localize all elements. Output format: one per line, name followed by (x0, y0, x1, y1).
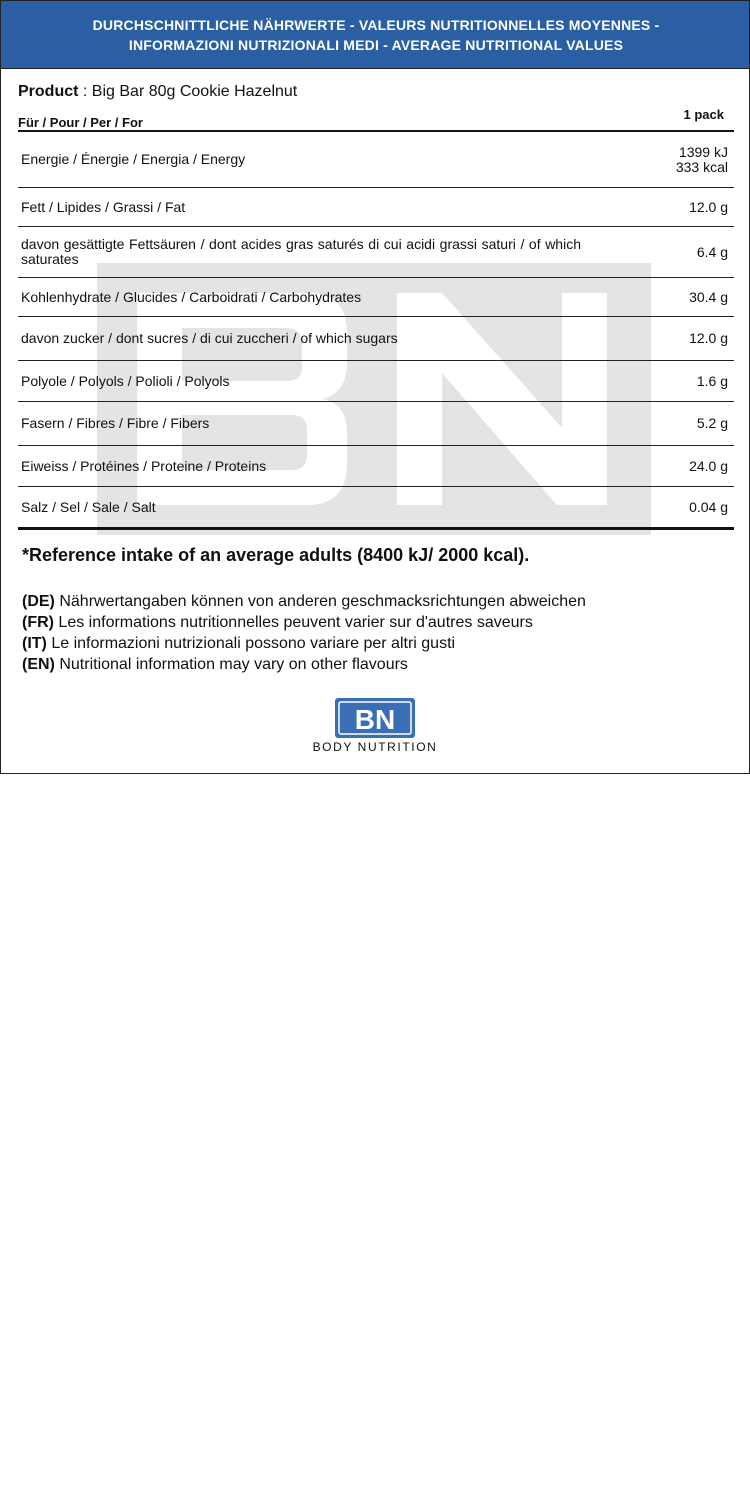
nutrition-row-salt (18, 487, 734, 530)
nutrition-row-polyols (18, 361, 734, 402)
bn-logo-letters: BN (354, 704, 396, 735)
note-text: Le informazioni nutrizionali possono variare per altri gusti (46, 635, 456, 652)
note-fr (22, 612, 586, 633)
per-label: Für / Pour / Per / For (18, 115, 143, 130)
note-code: (IT) (22, 635, 47, 652)
row-label: Fett / Lipides / Grassi / Fat (21, 198, 186, 215)
row-value: 0.04 g (689, 498, 728, 515)
row-label: Energie / Énergie / Energia / Energy (21, 151, 246, 167)
pack-label: 1 pack (683, 107, 724, 122)
row-value: 24.0 g (689, 457, 728, 474)
energy-kcal: 333 kcal (675, 158, 728, 175)
row-value: 12.0 g (689, 330, 728, 346)
brand-name: BODY NUTRITION (312, 740, 438, 754)
bn-logo-mark (335, 698, 415, 738)
nutrition-table (18, 132, 734, 530)
row-label: davon gesättigte Fettsäuren / dont acides gras saturés di cui acidi grassi saturi / of which saturates (21, 236, 581, 267)
note-text: Nährwertangaben können von anderen geschmacksrichtungen abweichen (54, 593, 586, 610)
product-name: Big Bar 80g Cookie Hazelnut (91, 83, 298, 100)
row-label: Polyole / Polyols / Polioli / Polyols (21, 372, 230, 389)
header-line-1: DURCHSCHNITTLICHE NÄHRWERTE - VALEURS NUTRITIONNELLES MOYENNES - (92, 17, 660, 33)
note-code: (EN) (22, 656, 55, 673)
nutrition-row-energy (18, 132, 734, 188)
energy-kj: 1399 kJ (678, 143, 728, 160)
nutrition-row-proteins (18, 446, 734, 487)
row-value: 6.4 g (696, 243, 728, 260)
reference-intake-note: *Reference intake of an average adults (8400 kJ/ 2000 kcal). (22, 545, 530, 565)
note-code: (DE) (22, 593, 55, 610)
nutrition-row-saturates (18, 227, 734, 278)
nutrition-row-fibers (18, 402, 734, 446)
row-value: 12.0 g (689, 198, 728, 215)
row-label: davon zucker / dont sucres / di cui zuccheri / of which sugars (21, 330, 398, 346)
row-label: Fasern / Fibres / Fibre / Fibers (21, 415, 210, 431)
row-value: 5.2 g (696, 415, 728, 431)
flavour-disclaimer (22, 591, 586, 675)
nutrition-row-fat (18, 188, 734, 227)
product-separator: : (78, 83, 92, 100)
note-text: Nutritional information may vary on other flavours (54, 656, 408, 673)
note-de (22, 591, 586, 612)
note-it (22, 633, 586, 654)
row-value: 1.6 g (696, 372, 728, 389)
nutrition-row-sugars (18, 317, 734, 361)
row-value: 30.4 g (689, 288, 728, 305)
note-en (22, 654, 586, 675)
header-line-2: INFORMAZIONI NUTRIZIONALI MEDI - AVERAGE NUTRITIONAL VALUES (128, 37, 624, 53)
body-nutrition-logo (289, 698, 461, 756)
note-code: (FR) (22, 614, 54, 631)
nutrition-header (1, 1, 750, 69)
row-label: Eiweiss / Protéines / Proteine / Proteins (21, 457, 267, 474)
row-label: Kohlenhydrate / Glucides / Carboidrati / Carbohydrates (21, 288, 362, 305)
product-line (18, 83, 297, 101)
table-column-header (18, 107, 734, 132)
row-value (676, 145, 728, 175)
row-label: Salz / Sel / Sale / Salt (21, 498, 156, 515)
product-label: Product (18, 83, 79, 100)
note-text: Les informations nutritionnelles peuvent varier sur d'autres saveurs (53, 614, 533, 631)
nutrition-row-carbohydrates (18, 278, 734, 317)
